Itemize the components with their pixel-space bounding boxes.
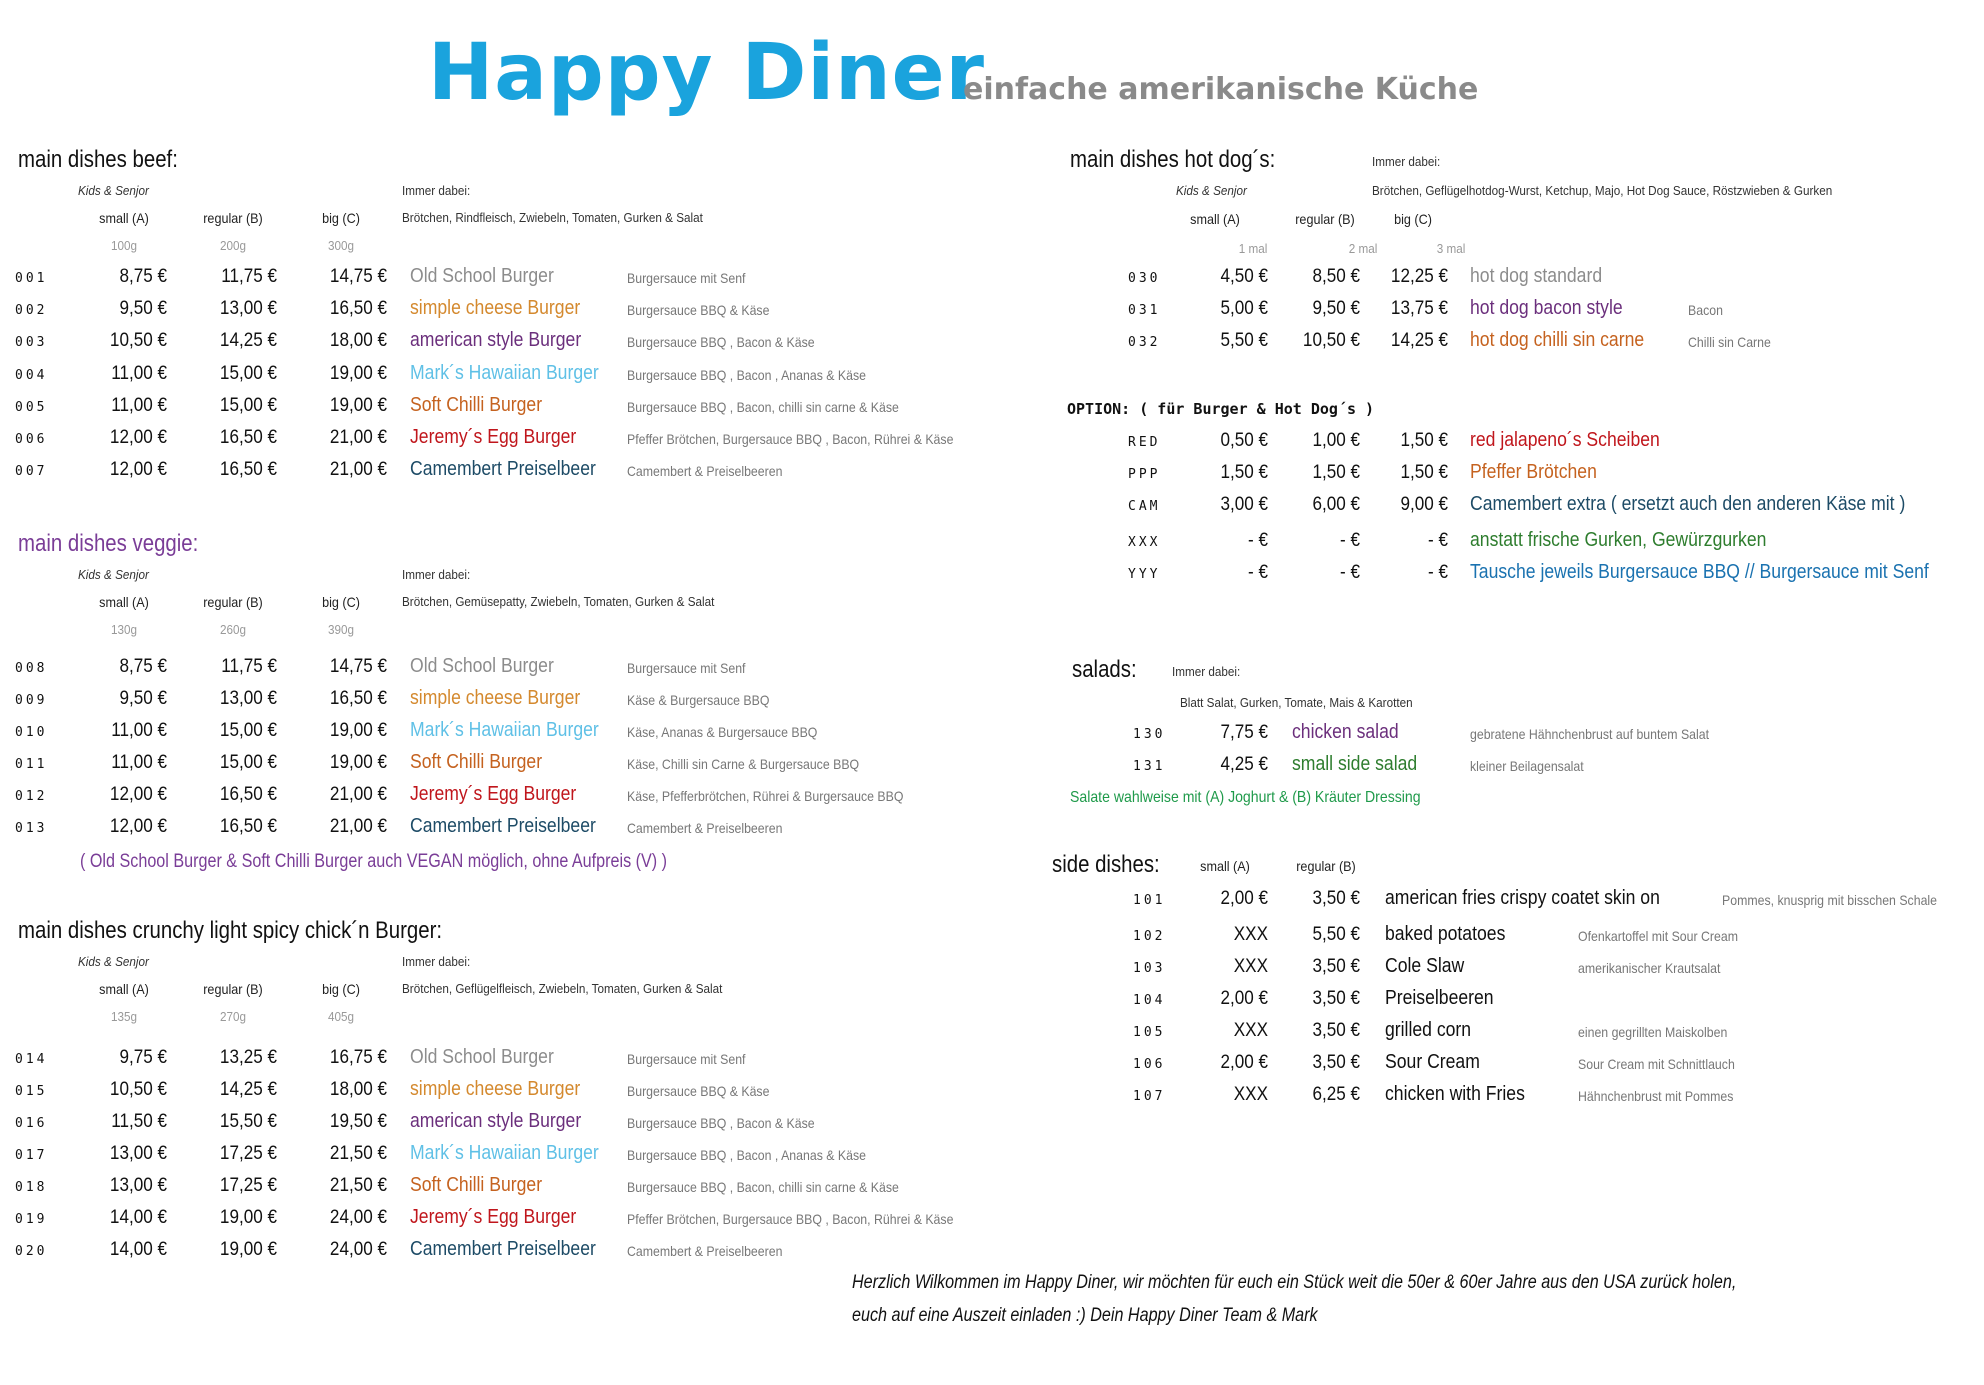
option-price-big: 1,50 €: [1400, 430, 1448, 451]
chicken-item-desc: Burgersauce BBQ , Bacon , Ananas & Käse: [627, 1147, 867, 1163]
veggie-item-number: 009: [15, 693, 48, 708]
chicken-price-small: 13,00 €: [109, 1175, 167, 1196]
veggie-item-name: Soft Chilli Burger: [410, 751, 543, 773]
veggie-weight-1: 260g: [219, 622, 247, 637]
hotdog-price-regular: 9,50 €: [1312, 298, 1360, 319]
chicken-item-desc: Burgersauce BBQ & Käse: [627, 1083, 770, 1099]
beef-item-desc: Burgersauce BBQ , Bacon & Käse: [627, 334, 815, 351]
veggie-item-desc: Camembert & Preiselbeeren: [627, 820, 783, 836]
salad-item-desc: kleiner Beilagensalat: [1470, 758, 1584, 774]
chicken-item-name: Old School Burger: [410, 1046, 554, 1068]
chicken-item-number: 015: [15, 1084, 48, 1099]
beef-item-desc: Burgersauce mit Senf: [627, 270, 746, 286]
side-item-number: 105: [1133, 1025, 1166, 1040]
restaurant-subtitle: einfache amerikanische Küche: [963, 72, 1479, 107]
side-price-regular: 5,50 €: [1312, 924, 1360, 945]
salad-price: 4,25 €: [1220, 754, 1268, 775]
sides-col-0: small (A): [1200, 858, 1250, 874]
chicken-price-big: 21,50 €: [329, 1143, 387, 1164]
hotdog-item-name: hot dog standard: [1470, 265, 1603, 287]
welcome-line-1: Herzlich Wilkommen im Happy Diner, wir möchten für euch ein Stück weit die 50er & 60er Jahre aus den USA zurück holen,: [852, 1272, 1737, 1293]
veggie-price-regular: 13,00 €: [219, 688, 277, 709]
beef-kids-label: Kids & Senjor: [78, 183, 149, 198]
veggie-section-title: main dishes veggie:: [18, 530, 199, 557]
hotdog-price-big: 12,25 €: [1390, 266, 1448, 287]
side-price-regular: 3,50 €: [1312, 888, 1360, 909]
chicken-item-name: simple cheese Burger: [410, 1078, 581, 1100]
hotdog-always-text: Brötchen, Geflügelhotdog-Wurst, Ketchup, Majo, Hot Dog Sauce, Röstzwieben & Gurken: [1372, 183, 1833, 198]
salad-price: 7,75 €: [1220, 722, 1268, 743]
hotdog-price-small: 5,00 €: [1220, 298, 1268, 319]
veggie-weight-2: 390g: [327, 622, 355, 637]
hotdog-item-desc: Chilli sin Carne: [1688, 334, 1771, 350]
side-item-name: grilled corn: [1385, 1019, 1472, 1041]
veggie-price-regular: 15,00 €: [219, 720, 277, 741]
hotdog-item-desc: Bacon: [1688, 302, 1723, 318]
beef-item-name: Soft Chilli Burger: [410, 393, 543, 416]
veggie-item-desc: Käse & Burgersauce BBQ: [627, 692, 770, 708]
beef-price-regular: 15,00 €: [219, 362, 277, 384]
hotdog-qty-0: 1 mal: [1238, 241, 1268, 256]
beef-price-big: 21,00 €: [329, 427, 387, 448]
chicken-always-text: Brötchen, Geflügelfleisch, Zwiebeln, Tomaten, Gurken & Salat: [402, 981, 723, 996]
beef-price-regular: 16,50 €: [219, 459, 277, 481]
veggie-price-small: 12,00 €: [109, 816, 167, 837]
chicken-col-0: small (A): [99, 981, 149, 997]
side-price-regular: 3,50 €: [1312, 988, 1360, 1009]
side-price-regular: 6,25 €: [1312, 1084, 1360, 1105]
veggie-always-text: Brötchen, Gemüsepatty, Zwiebeln, Tomaten, Gurken & Salat: [402, 594, 715, 609]
option-code: CAM: [1128, 499, 1161, 514]
option-code: RED: [1128, 435, 1161, 450]
side-item-number: 107: [1133, 1089, 1166, 1104]
option-price-big: 9,00 €: [1400, 494, 1448, 515]
veggie-price-small: 9,50 €: [119, 688, 167, 709]
chicken-price-regular: 19,00 €: [219, 1239, 277, 1260]
veggie-price-big: 21,00 €: [329, 784, 387, 805]
veggie-item-name: simple cheese Burger: [410, 687, 581, 709]
chicken-item-desc: Pfeffer Brötchen, Burgersauce BBQ , Bacon, Rührei & Käse: [627, 1211, 954, 1227]
beef-col-1: regular (B): [203, 210, 263, 226]
side-item-desc: Ofenkartoffel mit Sour Cream: [1578, 928, 1738, 944]
veggie-item-number: 008: [15, 661, 48, 676]
salad-item-name: chicken salad: [1292, 721, 1399, 743]
chicken-price-small: 11,50 €: [111, 1111, 167, 1132]
chicken-item-name: Jeremy´s Egg Burger: [410, 1206, 577, 1228]
veggie-price-big: 16,50 €: [329, 688, 387, 709]
restaurant-title: Happy Diner: [428, 28, 985, 118]
chicken-price-regular: 19,00 €: [219, 1207, 277, 1228]
salads-always-text: Blatt Salat, Gurken, Tomate, Mais & Karotten: [1180, 695, 1413, 710]
veggie-item-name: Camembert Preiselbeer: [410, 815, 596, 837]
chicken-col-2: big (C): [322, 981, 360, 997]
chicken-item-name: american style Burger: [410, 1110, 582, 1132]
veggie-item-number: 011: [15, 757, 48, 772]
option-name: red jalapeno´s Scheiben: [1470, 429, 1660, 451]
veggie-col-2: big (C): [322, 594, 360, 610]
veggie-item-name: Mark´s Hawaiian Burger: [410, 719, 599, 741]
side-item-name: chicken with Fries: [1385, 1083, 1525, 1105]
veggie-item-desc: Käse, Ananas & Burgersauce BBQ: [627, 724, 818, 740]
beef-price-small: 8,75 €: [119, 266, 167, 287]
salad-item-desc: gebratene Hähnchenbrust auf buntem Salat: [1470, 726, 1710, 742]
option-name: Camembert extra ( ersetzt auch den anderen Käse mit ): [1470, 493, 1906, 515]
beef-price-regular: 13,00 €: [219, 298, 277, 320]
side-price-small: XXX: [1233, 924, 1268, 945]
beef-price-small: 11,00 €: [111, 362, 167, 384]
chicken-price-big: 24,00 €: [329, 1207, 387, 1228]
beef-weight-1: 200g: [219, 238, 247, 253]
option-price-regular: 1,00 €: [1312, 430, 1360, 451]
beef-price-small: 12,00 €: [109, 459, 167, 481]
beef-item-desc: Burgersauce BBQ , Bacon, chilli sin carne & Käse: [627, 398, 899, 415]
side-item-number: 106: [1133, 1057, 1166, 1072]
beef-item-name: Old School Burger: [410, 265, 554, 287]
chicken-always-label: Immer dabei:: [402, 954, 471, 969]
side-item-desc: amerikanischer Krautsalat: [1578, 960, 1721, 976]
chicken-item-number: 020: [15, 1244, 48, 1259]
side-item-number: 104: [1133, 993, 1166, 1008]
beef-item-number: 003: [15, 335, 48, 351]
side-item-desc: einen gegrillten Maiskolben: [1578, 1024, 1728, 1040]
chicken-price-big: 18,00 €: [329, 1079, 387, 1100]
vegan-note: ( Old School Burger & Soft Chilli Burger auch VEGAN möglich, ohne Aufpreis (V) ): [80, 851, 668, 872]
chicken-price-regular: 14,25 €: [219, 1079, 277, 1100]
veggie-price-small: 11,00 €: [111, 752, 167, 773]
beef-item-desc: Burgersauce BBQ , Bacon , Ananas & Käse: [627, 366, 867, 383]
salad-item-name: small side salad: [1292, 753, 1418, 775]
chicken-price-regular: 13,25 €: [219, 1047, 277, 1068]
veggie-price-big: 14,75 €: [329, 656, 387, 677]
chicken-item-desc: Burgersauce mit Senf: [627, 1051, 746, 1067]
beef-price-regular: 11,75 €: [221, 266, 277, 287]
veggie-price-big: 19,00 €: [329, 720, 387, 741]
beef-price-regular: 15,00 €: [219, 394, 277, 416]
option-name: Tausche jeweils Burgersauce BBQ // Burgersauce mit Senf: [1470, 561, 1929, 583]
veggie-price-regular: 16,50 €: [219, 816, 277, 837]
sides-section-title: side dishes:: [1052, 851, 1160, 878]
welcome-line-2: euch auf eine Auszeit einladen :) Dein Happy Diner Team & Mark: [852, 1305, 1318, 1326]
option-price-big: 1,50 €: [1400, 462, 1448, 483]
beef-col-0: small (A): [99, 210, 149, 226]
chicken-item-desc: Camembert & Preiselbeeren: [627, 1243, 783, 1259]
beef-price-small: 10,50 €: [109, 330, 167, 352]
hotdog-item-name: hot dog bacon style: [1470, 297, 1623, 319]
chicken-price-big: 16,75 €: [329, 1047, 387, 1068]
beef-price-big: 16,50 €: [329, 298, 387, 320]
beef-price-big: 21,00 €: [329, 459, 387, 481]
veggie-item-name: Old School Burger: [410, 655, 554, 677]
veggie-price-regular: 15,00 €: [219, 752, 277, 773]
hotdog-price-big: 13,75 €: [1390, 298, 1448, 319]
veggie-always-label: Immer dabei:: [402, 567, 471, 582]
option-price-small: 1,50 €: [1220, 462, 1268, 483]
beef-item-name: simple cheese Burger: [410, 297, 581, 320]
beef-price-small: 9,50 €: [119, 298, 167, 320]
option-code: PPP: [1128, 467, 1161, 482]
side-price-small: XXX: [1233, 1020, 1268, 1041]
option-code: XXX: [1128, 535, 1161, 550]
hotdog-section-title: main dishes hot dog´s:: [1070, 146, 1276, 173]
chicken-kids-label: Kids & Senjor: [78, 954, 149, 969]
sides-col-1: regular (B): [1296, 858, 1356, 874]
chicken-col-1: regular (B): [203, 981, 263, 997]
beef-price-small: 12,00 €: [109, 427, 167, 448]
beef-item-number: 006: [15, 432, 48, 447]
beef-item-desc: Burgersauce BBQ & Käse: [627, 302, 770, 319]
chicken-weight-0: 135g: [110, 1009, 138, 1024]
beef-item-name: Camembert Preiselbeer: [410, 458, 596, 481]
veggie-item-number: 010: [15, 725, 48, 740]
side-price-regular: 3,50 €: [1312, 956, 1360, 977]
beef-item-desc: Camembert & Preiselbeeren: [627, 463, 783, 480]
option-code: YYY: [1128, 567, 1161, 582]
chicken-price-small: 14,00 €: [109, 1239, 167, 1260]
veggie-price-regular: 16,50 €: [219, 784, 277, 805]
chicken-item-desc: Burgersauce BBQ , Bacon & Käse: [627, 1115, 815, 1131]
chicken-item-number: 018: [15, 1180, 48, 1195]
chicken-section-title: main dishes crunchy light spicy chick´n Burger:: [18, 917, 443, 944]
side-price-regular: 3,50 €: [1312, 1052, 1360, 1073]
option-price-regular: - €: [1340, 530, 1360, 551]
side-price-small: 2,00 €: [1220, 888, 1268, 909]
options-title: OPTION: ( für Burger & Hot Dog´s ): [1067, 400, 1375, 418]
veggie-col-1: regular (B): [203, 594, 263, 610]
hotdog-price-small: 4,50 €: [1220, 266, 1268, 287]
beef-item-desc: Pfeffer Brötchen, Burgersauce BBQ , Bacon, Rührei & Käse: [627, 431, 954, 447]
beef-item-name: Jeremy´s Egg Burger: [410, 426, 577, 448]
chicken-item-number: 016: [15, 1116, 48, 1131]
side-item-number: 103: [1133, 961, 1166, 976]
chicken-price-big: 24,00 €: [329, 1239, 387, 1260]
chicken-item-name: Camembert Preiselbeer: [410, 1238, 596, 1260]
beef-price-regular: 16,50 €: [219, 427, 277, 448]
chicken-item-name: Mark´s Hawaiian Burger: [410, 1142, 599, 1164]
beef-item-number: 007: [15, 464, 48, 480]
hotdog-price-regular: 10,50 €: [1302, 330, 1360, 351]
chicken-price-big: 19,50 €: [329, 1111, 387, 1132]
chicken-price-regular: 15,50 €: [219, 1111, 277, 1132]
chicken-price-regular: 17,25 €: [219, 1143, 277, 1164]
option-price-big: - €: [1428, 562, 1448, 583]
side-price-small: XXX: [1233, 1084, 1268, 1105]
side-item-name: american fries crispy coatet skin on: [1385, 887, 1660, 909]
hotdog-col-2: big (C): [1394, 211, 1432, 227]
side-price-regular: 3,50 €: [1312, 1020, 1360, 1041]
chicken-weight-2: 405g: [327, 1009, 355, 1024]
hotdog-qty-1: 2 mal: [1348, 241, 1378, 256]
beef-weight-0: 100g: [110, 238, 138, 253]
beef-price-small: 11,00 €: [111, 394, 167, 416]
option-price-big: - €: [1428, 530, 1448, 551]
beef-col-2: big (C): [322, 210, 360, 226]
chicken-price-small: 13,00 €: [109, 1143, 167, 1164]
veggie-kids-label: Kids & Senjor: [78, 567, 149, 582]
hotdog-item-name: hot dog chilli sin carne: [1470, 329, 1645, 351]
option-name: anstatt frische Gurken, Gewürzgurken: [1470, 529, 1767, 551]
hotdog-item-number: 032: [1128, 335, 1161, 350]
veggie-price-regular: 11,75 €: [221, 656, 277, 677]
beef-item-name: american style Burger: [410, 329, 582, 352]
beef-price-regular: 14,25 €: [219, 330, 277, 352]
chicken-item-number: 017: [15, 1148, 48, 1163]
hotdog-price-regular: 8,50 €: [1312, 266, 1360, 287]
veggie-weight-0: 130g: [110, 622, 138, 637]
hotdog-col-1: regular (B): [1295, 211, 1355, 227]
option-price-small: - €: [1248, 530, 1268, 551]
side-item-number: 101: [1133, 893, 1166, 908]
option-price-regular: - €: [1340, 562, 1360, 583]
beef-item-number: 002: [15, 303, 48, 319]
veggie-item-desc: Burgersauce mit Senf: [627, 660, 746, 676]
chicken-item-number: 019: [15, 1212, 48, 1227]
side-item-name: baked potatoes: [1385, 923, 1506, 945]
side-price-small: XXX: [1233, 956, 1268, 977]
hotdog-always-label: Immer dabei:: [1372, 154, 1441, 169]
salads-section-title: salads:: [1072, 656, 1137, 683]
beef-always-label: Immer dabei:: [402, 183, 471, 198]
veggie-item-desc: Käse, Pfefferbrötchen, Rührei & Burgersauce BBQ: [627, 788, 904, 804]
chicken-price-regular: 17,25 €: [219, 1175, 277, 1196]
beef-item-number: 001: [15, 271, 48, 286]
beef-price-big: 19,00 €: [329, 362, 387, 384]
beef-price-big: 18,00 €: [329, 330, 387, 352]
beef-price-big: 14,75 €: [329, 266, 387, 287]
veggie-price-small: 8,75 €: [119, 656, 167, 677]
veggie-item-number: 013: [15, 821, 48, 836]
hotdog-col-0: small (A): [1190, 211, 1240, 227]
beef-weight-2: 300g: [327, 238, 355, 253]
hotdog-kids-label: Kids & Senjor: [1176, 183, 1247, 198]
option-price-small: - €: [1248, 562, 1268, 583]
hotdog-item-number: 031: [1128, 303, 1161, 318]
veggie-price-big: 19,00 €: [329, 752, 387, 773]
beef-always-text: Brötchen, Rindfleisch, Zwiebeln, Tomaten, Gurken & Salat: [402, 210, 703, 225]
hotdog-item-number: 030: [1128, 271, 1161, 286]
side-item-number: 102: [1133, 929, 1166, 944]
chicken-price-small: 10,50 €: [109, 1079, 167, 1100]
side-item-desc: Sour Cream mit Schnittlauch: [1578, 1056, 1735, 1072]
veggie-price-big: 21,00 €: [329, 816, 387, 837]
side-item-name: Preiselbeeren: [1385, 987, 1494, 1009]
beef-section-title: main dishes beef:: [18, 146, 178, 173]
option-price-small: 3,00 €: [1220, 494, 1268, 515]
side-price-small: 2,00 €: [1220, 988, 1268, 1009]
beef-item-number: 005: [15, 399, 48, 415]
side-price-small: 2,00 €: [1220, 1052, 1268, 1073]
option-price-regular: 1,50 €: [1312, 462, 1360, 483]
option-name: Pfeffer Brötchen: [1470, 461, 1597, 483]
side-item-name: Sour Cream: [1385, 1051, 1480, 1073]
veggie-col-0: small (A): [99, 594, 149, 610]
option-price-regular: 6,00 €: [1312, 494, 1360, 515]
chicken-price-small: 14,00 €: [109, 1207, 167, 1228]
salad-item-number: 130: [1133, 727, 1166, 742]
hotdog-price-big: 14,25 €: [1390, 330, 1448, 351]
chicken-item-desc: Burgersauce BBQ , Bacon, chilli sin carne & Käse: [627, 1179, 899, 1195]
salads-always-label: Immer dabei:: [1172, 664, 1241, 679]
chicken-item-name: Soft Chilli Burger: [410, 1174, 543, 1196]
beef-price-big: 19,00 €: [329, 394, 387, 416]
chicken-price-small: 9,75 €: [119, 1047, 167, 1068]
veggie-item-name: Jeremy´s Egg Burger: [410, 783, 577, 805]
veggie-item-desc: Käse, Chilli sin Carne & Burgersauce BBQ: [627, 756, 860, 772]
side-item-name: Cole Slaw: [1385, 955, 1465, 977]
veggie-price-small: 11,00 €: [111, 720, 167, 741]
side-item-desc: Pommes, knusprig mit bisschen Schale: [1722, 892, 1938, 908]
side-item-desc: Hähnchenbrust mit Pommes: [1578, 1088, 1734, 1104]
veggie-price-small: 12,00 €: [109, 784, 167, 805]
hotdog-price-small: 5,50 €: [1220, 330, 1268, 351]
hotdog-qty-2: 3 mal: [1436, 241, 1466, 256]
option-price-small: 0,50 €: [1220, 430, 1268, 451]
chicken-price-big: 21,50 €: [329, 1175, 387, 1196]
chicken-item-number: 014: [15, 1052, 48, 1067]
beef-item-name: Mark´s Hawaiian Burger: [410, 361, 599, 384]
beef-item-number: 004: [15, 367, 48, 383]
salad-item-number: 131: [1133, 759, 1166, 774]
chicken-weight-1: 270g: [219, 1009, 247, 1024]
veggie-item-number: 012: [15, 789, 48, 804]
salad-dressing-note: Salate wahlweise mit (A) Joghurt & (B) Kräuter Dressing: [1070, 789, 1421, 806]
